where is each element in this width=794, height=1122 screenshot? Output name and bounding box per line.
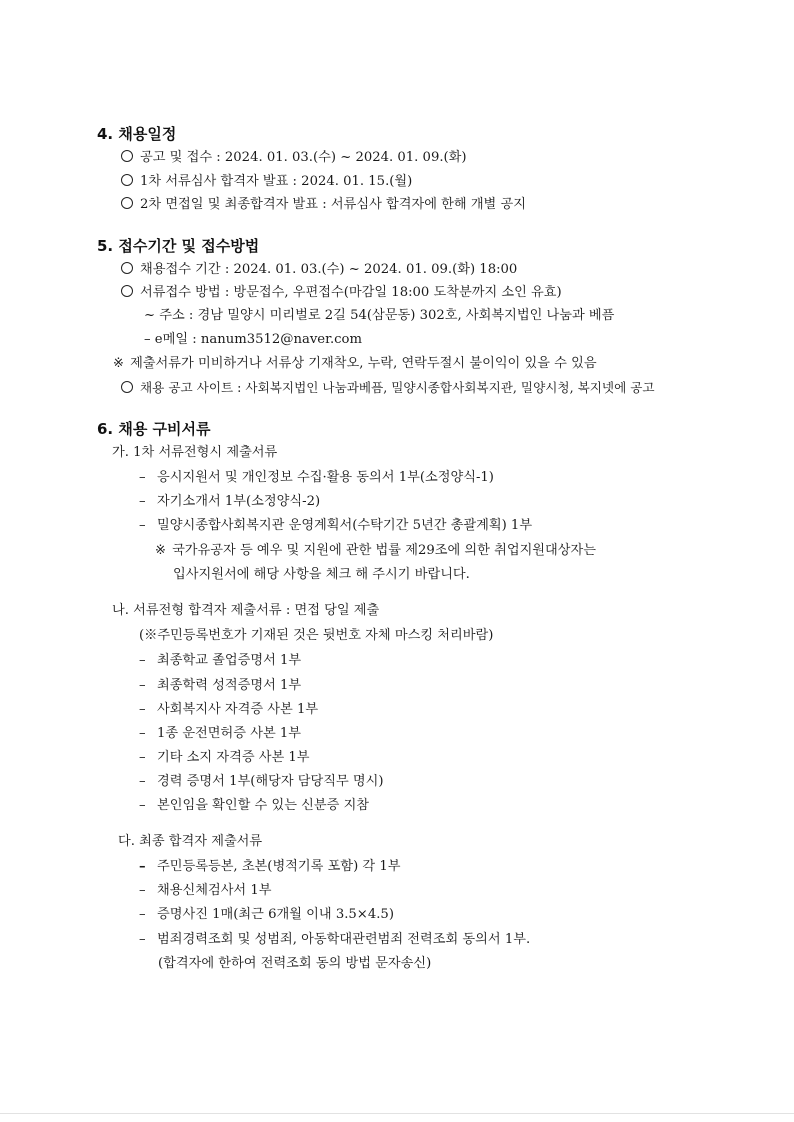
dash-bullet-icon: – — [139, 907, 146, 922]
section-4-title: 4. 채용일정 — [97, 125, 177, 143]
section-6-title: 6. 채용 구비서류 — [97, 420, 211, 438]
criminal-check-note: (합격자에 한하여 전력조회 동의 방법 문자송신) — [158, 956, 432, 971]
doc-item-a1: – 응시지원서 및 개인정보 수집·활용 동의서 1부(소정양식-1) — [139, 470, 494, 485]
reference-mark-icon: ※ — [113, 356, 125, 371]
masking-note: (※주민등록번호가 기재된 것은 뒷번호 자체 마스킹 처리바람) — [139, 628, 494, 643]
subsection-a-heading: 가. 1차 서류전형시 제출서류 — [112, 445, 278, 460]
doc-item-b1: – 최종학교 졸업증명서 1부 — [139, 653, 302, 668]
application-method: 서류접수 방법 : 방문접수, 우편접수(마감일 18:00 도착분까지 소인 유효) — [121, 284, 562, 302]
dash-bullet-icon: – — [139, 883, 146, 898]
doc-item-b7: – 본인임을 확인할 수 있는 신분증 지참 — [139, 798, 370, 813]
doc-item-b5: – 기타 소지 자격증 사본 1부 — [139, 750, 310, 765]
schedule-item-2: 1차 서류심사 합격자 발표 : 2024. 01. 15.(월) — [121, 173, 412, 191]
schedule-item-1: 공고 및 접수 : 2024. 01. 03.(수) ~ 2024. 01. 09.(화) — [121, 149, 467, 167]
subsection-b-heading: 나. 서류전형 합격자 제출서류 : 면접 당일 제출 — [112, 603, 380, 618]
dash-bullet-icon: – — [139, 702, 146, 717]
dash-bullet-icon: – — [139, 859, 146, 874]
dash-bullet-icon: – — [139, 750, 146, 765]
doc-item-c1: – 주민등록등본, 초본(병적기록 포함) 각 1부 — [139, 859, 401, 874]
circle-bullet-icon — [121, 197, 133, 209]
dash-bullet-icon: – — [139, 726, 146, 741]
doc-item-b4: – 1종 운전면허증 사본 1부 — [139, 726, 302, 741]
dash-bullet-icon: – — [139, 518, 146, 533]
application-address: ~ 주소 : 경남 밀양시 미리벌로 2길 54(삼문동) 302호, 사회복지법인 나눔과 베픔 — [144, 308, 615, 323]
scan-edge-divider — [0, 1113, 794, 1114]
application-note: ※ 제출서류가 미비하거나 서류상 기재착오, 누락, 연락두절시 불이익이 있을 수 있음 — [113, 356, 597, 371]
dash-bullet-icon: – — [139, 653, 146, 668]
dash-bullet-icon: – — [139, 774, 146, 789]
veteran-note-line1: ※ 국가유공자 등 예우 및 지원에 관한 법률 제29조에 의한 취업지원대상자는 — [155, 543, 597, 558]
dash-bullet-icon: – — [139, 678, 146, 693]
doc-item-c2: – 채용신체검사서 1부 — [139, 883, 272, 898]
dash-bullet-icon: – — [139, 470, 146, 485]
veteran-note-line2: 입사지원서에 해당 사항을 체크 해 주시기 바랍니다. — [173, 567, 470, 582]
dash-bullet-icon: – — [139, 798, 146, 813]
circle-bullet-icon — [121, 150, 133, 162]
dash-bullet-icon: – — [139, 494, 146, 509]
application-email: – e메일 : nanum3512@naver.com — [144, 332, 362, 347]
doc-item-a2: – 자기소개서 1부(소정양식-2) — [139, 494, 321, 509]
application-period: 채용접수 기간 : 2024. 01. 03.(수) ~ 2024. 01. 09.(화) 18:00 — [121, 261, 517, 279]
doc-item-b2: – 최종학력 성적증명서 1부 — [139, 678, 302, 693]
doc-item-c4: – 범죄경력조회 및 성범죄, 아동학대관련범죄 전력조회 동의서 1부. — [139, 932, 531, 947]
dash-bullet-icon: – — [139, 932, 146, 947]
doc-item-b6: – 경력 증명서 1부(해당자 담당직무 명시) — [139, 774, 384, 789]
subsection-c-heading: 다. 최종 합격자 제출서류 — [118, 834, 263, 849]
schedule-item-3: 2차 면접일 및 최종합격자 발표 : 서류심사 합격자에 한해 개별 공지 — [121, 196, 526, 214]
circle-bullet-icon — [121, 174, 133, 186]
reference-mark-icon: ※ — [155, 543, 167, 558]
section-5-title: 5. 접수기간 및 접수방법 — [97, 237, 260, 255]
doc-item-c3: – 증명사진 1매(최근 6개월 이내 3.5×4.5) — [139, 907, 394, 922]
posting-sites: 채용 공고 사이트 : 사회복지법인 나눔과베픔, 밀양시종합사회복지관, 밀양시청, 복지넷에 공고 — [121, 379, 655, 397]
circle-bullet-icon — [121, 285, 133, 297]
doc-item-b3: – 사회복지사 자격증 사본 1부 — [139, 702, 319, 717]
circle-bullet-icon — [121, 381, 133, 393]
circle-bullet-icon — [121, 262, 133, 274]
doc-item-a3: – 밀양시종합사회복지관 운영계획서(수탁기간 5년간 총괄계획) 1부 — [139, 518, 533, 533]
